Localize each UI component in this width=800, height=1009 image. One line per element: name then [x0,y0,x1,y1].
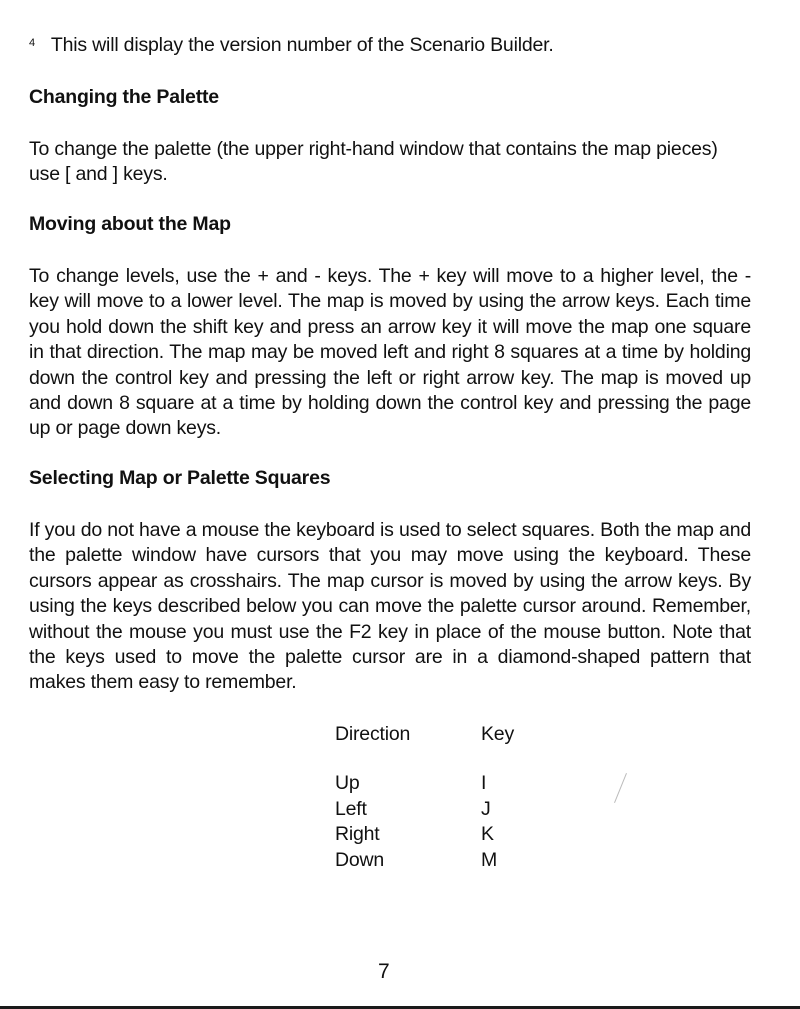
section-paragraph-changing-palette: To change the palette (the upper right-hand window that contains the map pieces) use [ and ] keys. [29,138,718,186]
footnote-marker: 4 [29,36,35,49]
direction-cell: Down [335,848,385,871]
key-cell: I [481,772,487,795]
direction-cell: Right [335,823,380,846]
key-table-row [335,822,541,847]
footnote-text: This will display the version number of the Scenario Builder. [50,34,554,56]
key-cell: M [481,848,498,871]
key-cell: K [481,823,494,846]
direction-cell: Left [335,797,367,820]
footnote [29,34,554,57]
section-heading-moving-map: Moving about the Map [29,213,231,235]
key-table-header-row [335,722,541,747]
section-heading-selecting-squares: Selecting Map or Palette Squares [29,467,331,489]
scan-artifact-mark [614,773,627,803]
key-table-header-direction: Direction [335,723,411,745]
section-paragraph-moving-map: To change levels, use the + and - keys. The + key will move to a higher level, the - key will move to a lower level. The map is moved by using the arrow keys. Each time you hold down the shift key and press an arrow key it will move the map one square in that direction. The map may be moved left and right 8 squares at a time by holding down the control key and pressing the left or right arrow key. The map is moved up and down 8 square at a time by holding down the control key and pressing the page up or page down keys. [29,265,751,440]
key-table-row [335,848,541,873]
key-table [335,722,541,873]
key-table-row [335,771,541,796]
section-heading-changing-palette: Changing the Palette [29,86,219,108]
key-table-row [335,797,541,822]
key-cell: J [481,797,491,820]
section-paragraph-selecting-squares: If you do not have a mouse the keyboard is used to select squares. Both the map and the palette window have cursors that you may move using the keyboard. These cursors appear as crosshairs. The map cursor is moved by using the arrow keys. By using the keys described below you can move the palette cursor around. Remember, without the mouse you must use the F2 key in place of the mouse button. Note that the keys used to move the palette cursor are in a diamond-shaped pattern that makes them easy to remember. [29,519,751,694]
key-table-header-key: Key [481,723,515,745]
direction-cell: Up [335,772,360,795]
page-number: 7 [378,960,390,983]
